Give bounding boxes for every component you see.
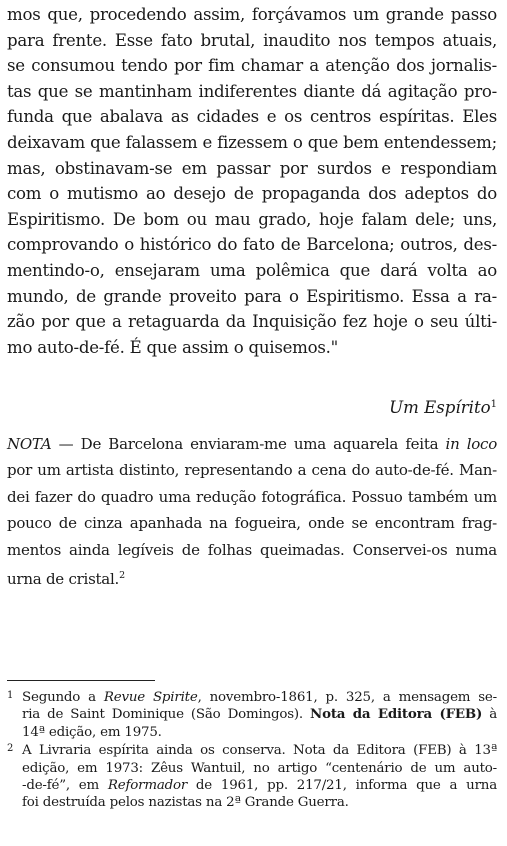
editor-note [7,431,497,592]
footnote-italic: Revue Spirite [103,690,198,705]
body-paragraph [7,2,497,360]
text-line: mos que, procedendo assim, forçávamos um grande passo [7,5,497,24]
footnote-number: 1 [7,690,14,701]
text-line: se consumou tendo por fim chamar a atenção dos jornalis- [7,56,497,76]
footnote-divider [7,680,155,681]
footnotes [7,689,497,813]
note-italic-phrase: in loco [445,435,497,453]
note-text: urna de cristal. [7,570,120,589]
signature [389,392,497,420]
footnote-line: 14ª edição, em 1975. [22,724,162,740]
text-line: tas que se mantinham indiferentes diante dá agitação pro- [7,81,497,101]
text-line: mentindo-o, ensejaram uma polêmica que dará volta ao [7,260,497,280]
note-line [7,431,497,457]
footnote-2 [7,742,497,812]
signature-text: Um Espírito [389,398,491,417]
text-line: mo auto-de-fé. É que assim o quisemos." [7,337,339,357]
footnote-line: edição, em 1973: Zêus Wantuil, no artigo “centenário de um auto- [22,760,497,776]
footnote-number: 2 [7,743,14,755]
footnote-text: Segundo a [22,690,104,705]
footnote-ref-1[interactable]: 1 [490,399,497,410]
footnote-text: de 1961, pp. 217/21, informa que a urna [187,778,497,794]
text-line: Espiritismo. De bom ou mau grado, hoje falam dele; uns, [7,209,497,229]
note-line: por um artista distinto, representando a cena do auto-de-fé. Man- [7,461,497,480]
text-line: funda que abalava as cidades e os centros espíritas. Eles [7,107,497,127]
note-line: pouco de cinza apanhada na fogueira, onde se encontram frag- [7,514,497,533]
text-line: comprovando o histórico do fato de Barcelona; outros, des- [7,235,497,255]
footnote-ref-2[interactable]: 2 [119,570,125,582]
text-line: com o mutismo ao desejo de propaganda dos adeptos do [7,184,497,204]
footnote-text: , novembro-1861, p. 325, a mensagem se- [197,690,497,705]
text-line: para frente. Esse fato brutal, inaudito nos tempos atuais, [7,30,497,50]
note-text: — De Barcelona enviaram-me uma aquarela feita [51,435,446,453]
text-line: zão por que a retaguarda da Inquisição fez hoje o seu últi- [7,312,497,332]
footnote-line [22,706,497,723]
footnote-line: foi destruída pelos nazistas na 2ª Grande Guerra. [22,795,349,811]
footnote-line: A Livraria espírita ainda os conserva. Nota da Editora (FEB) à 13ª [22,743,497,759]
footnote-line [22,777,497,794]
text-line: deixavam que falassem e fizessem o que bem entendessem; [7,132,497,152]
footnote-text: à [482,707,497,723]
footnote-italic: Reformador [107,778,188,794]
note-label: NOTA [7,435,52,453]
footnote-bold: Nota da Editora (FEB) [310,706,483,723]
footnote-text: ria de Saint Dominique (São Domingos). [22,707,311,723]
note-line [7,563,497,592]
footnote-text: -de-fé”, em [22,778,108,794]
footnote-1 [7,689,497,741]
note-line: dei fazer do quadro uma redução fotográfica. Possuo também um [7,487,497,506]
text-line: mas, obstinavam-se em passar por surdos e respondiam [7,158,497,178]
note-line: mentos ainda legíveis de folhas queimadas. Conservei-os numa [7,540,497,559]
footnote-line [22,689,497,706]
text-line: mundo, de grande proveito para o Espiritismo. Essa a ra- [7,286,497,306]
